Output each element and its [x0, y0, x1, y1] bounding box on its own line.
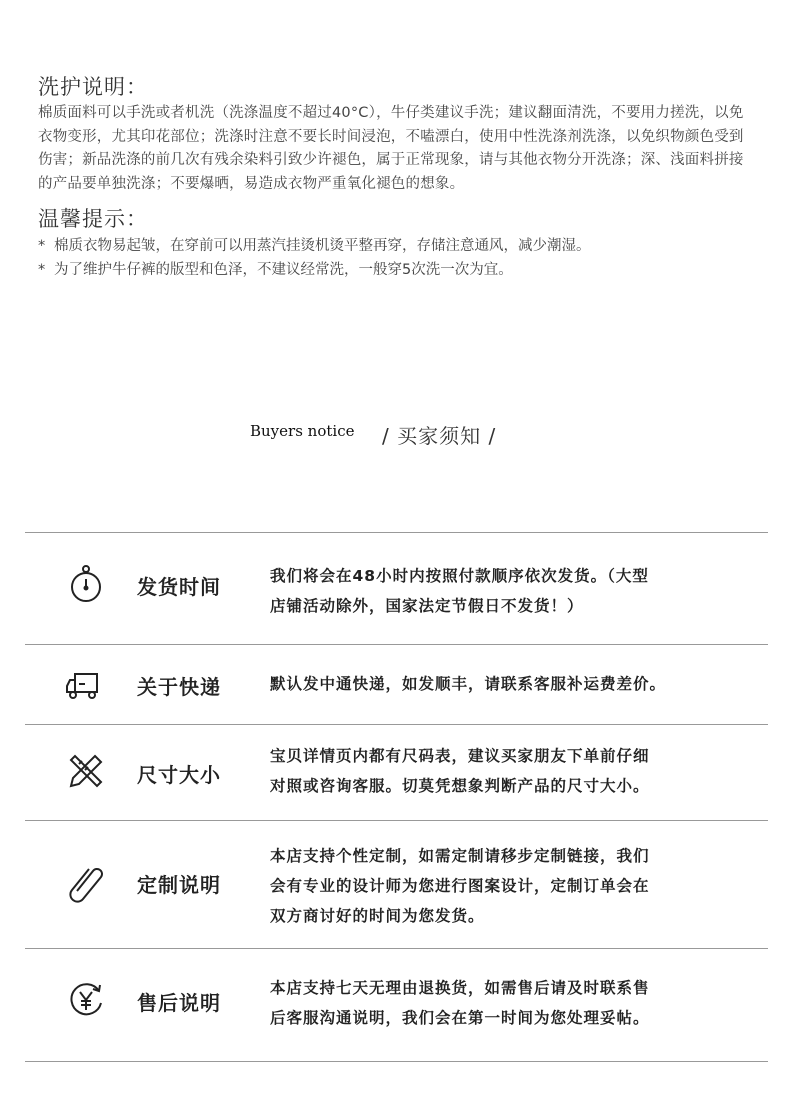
notice-title-zh: / 买家须知 /: [382, 424, 497, 448]
row-description: [270, 561, 740, 621]
notice-row-size: [25, 724, 768, 820]
tips-title: 温馨提示：: [38, 207, 148, 231]
bullet-star: *: [38, 262, 46, 278]
notice-row-shipping-time: [25, 532, 768, 644]
tip-text: 为了维护牛仔裤的版型和色泽，不建议经常洗，一般穿5次洗一次为宜。: [54, 262, 513, 278]
row-label: 售后说明: [137, 991, 221, 1015]
row-line: 对照或咨询客服。切莫凭想象判断产品的尺寸大小。: [270, 777, 650, 795]
care-title: 洗护说明：: [38, 75, 148, 99]
row-label: 关于快递: [137, 675, 221, 699]
truck-icon: [65, 664, 107, 706]
notice-row-customization: [25, 820, 768, 948]
buyers-notice-heading: [0, 420, 790, 450]
tip-text: 棉质衣物易起皱，在穿前可以用蒸汽挂烫机烫平整再穿，存储注意通风，减少潮湿。: [54, 238, 591, 254]
row-label: 定制说明: [137, 873, 221, 897]
yen-refund-icon: [65, 979, 107, 1021]
row-line: 后客服沟通说明，我们会在第一时间为您处理妥帖。: [270, 1009, 650, 1027]
ruler-pencil-icon: [65, 750, 107, 792]
row-line: 宝贝详情页内都有尺码表，建议买家朋友下单前仔细: [270, 747, 650, 765]
row-label: 发货时间: [137, 575, 221, 599]
row-description: [270, 741, 740, 801]
tips-section: [38, 204, 758, 282]
row-line: 双方商讨好的时间为您发货。: [270, 907, 485, 925]
row-label: 尺寸大小: [137, 763, 221, 787]
row-line: 我们将会在48小时内按照付款顺序依次发货。（大型: [270, 567, 649, 585]
notice-table: [25, 532, 768, 1062]
stopwatch-icon: [65, 563, 107, 605]
notice-row-after-sales: [25, 948, 768, 1062]
row-line: 本店支持个性定制，如需定制请移步定制链接，我们: [270, 847, 650, 865]
tip-item: [38, 234, 758, 258]
row-line: 本店支持七天无理由退换货，如需售后请及时联系售: [270, 979, 650, 997]
row-line: 会有专业的设计师为您进行图案设计，定制订单会在: [270, 877, 650, 895]
care-instructions: [38, 72, 758, 282]
row-line: 店铺活动除外，国家法定节假日不发货！）: [270, 597, 584, 615]
notice-title-en: Buyers notice: [250, 422, 355, 440]
row-line: 默认发中通快递，如发顺丰，请联系客服补运费差价。: [270, 675, 667, 693]
tip-item: [38, 258, 758, 282]
care-body: 棉质面料可以手洗或者机洗（洗涤温度不超过40°C），牛仔类建议手洗；建议翻面清洗，不要用力搓洗，以免衣物变形，尤其印花部位；洗涤时注意不要长时间浸泡，不嗑漂白，使用中性洗涤剂洗涤，以免织物颜色受到伤害；新品洗涤的前几次有残余染料引致少许褪色，属于正常现象，请与其他衣物分开洗涤；深、浅面料拼接的产品要单独洗涤；不要爆晒，易造成衣物严重氧化褪色的想象。: [38, 105, 744, 192]
row-description: [270, 973, 740, 1033]
row-description: [270, 841, 740, 931]
paperclip-icon: [65, 861, 107, 903]
row-description: [270, 669, 740, 699]
bullet-star: *: [38, 238, 46, 254]
notice-row-courier: [25, 644, 768, 724]
